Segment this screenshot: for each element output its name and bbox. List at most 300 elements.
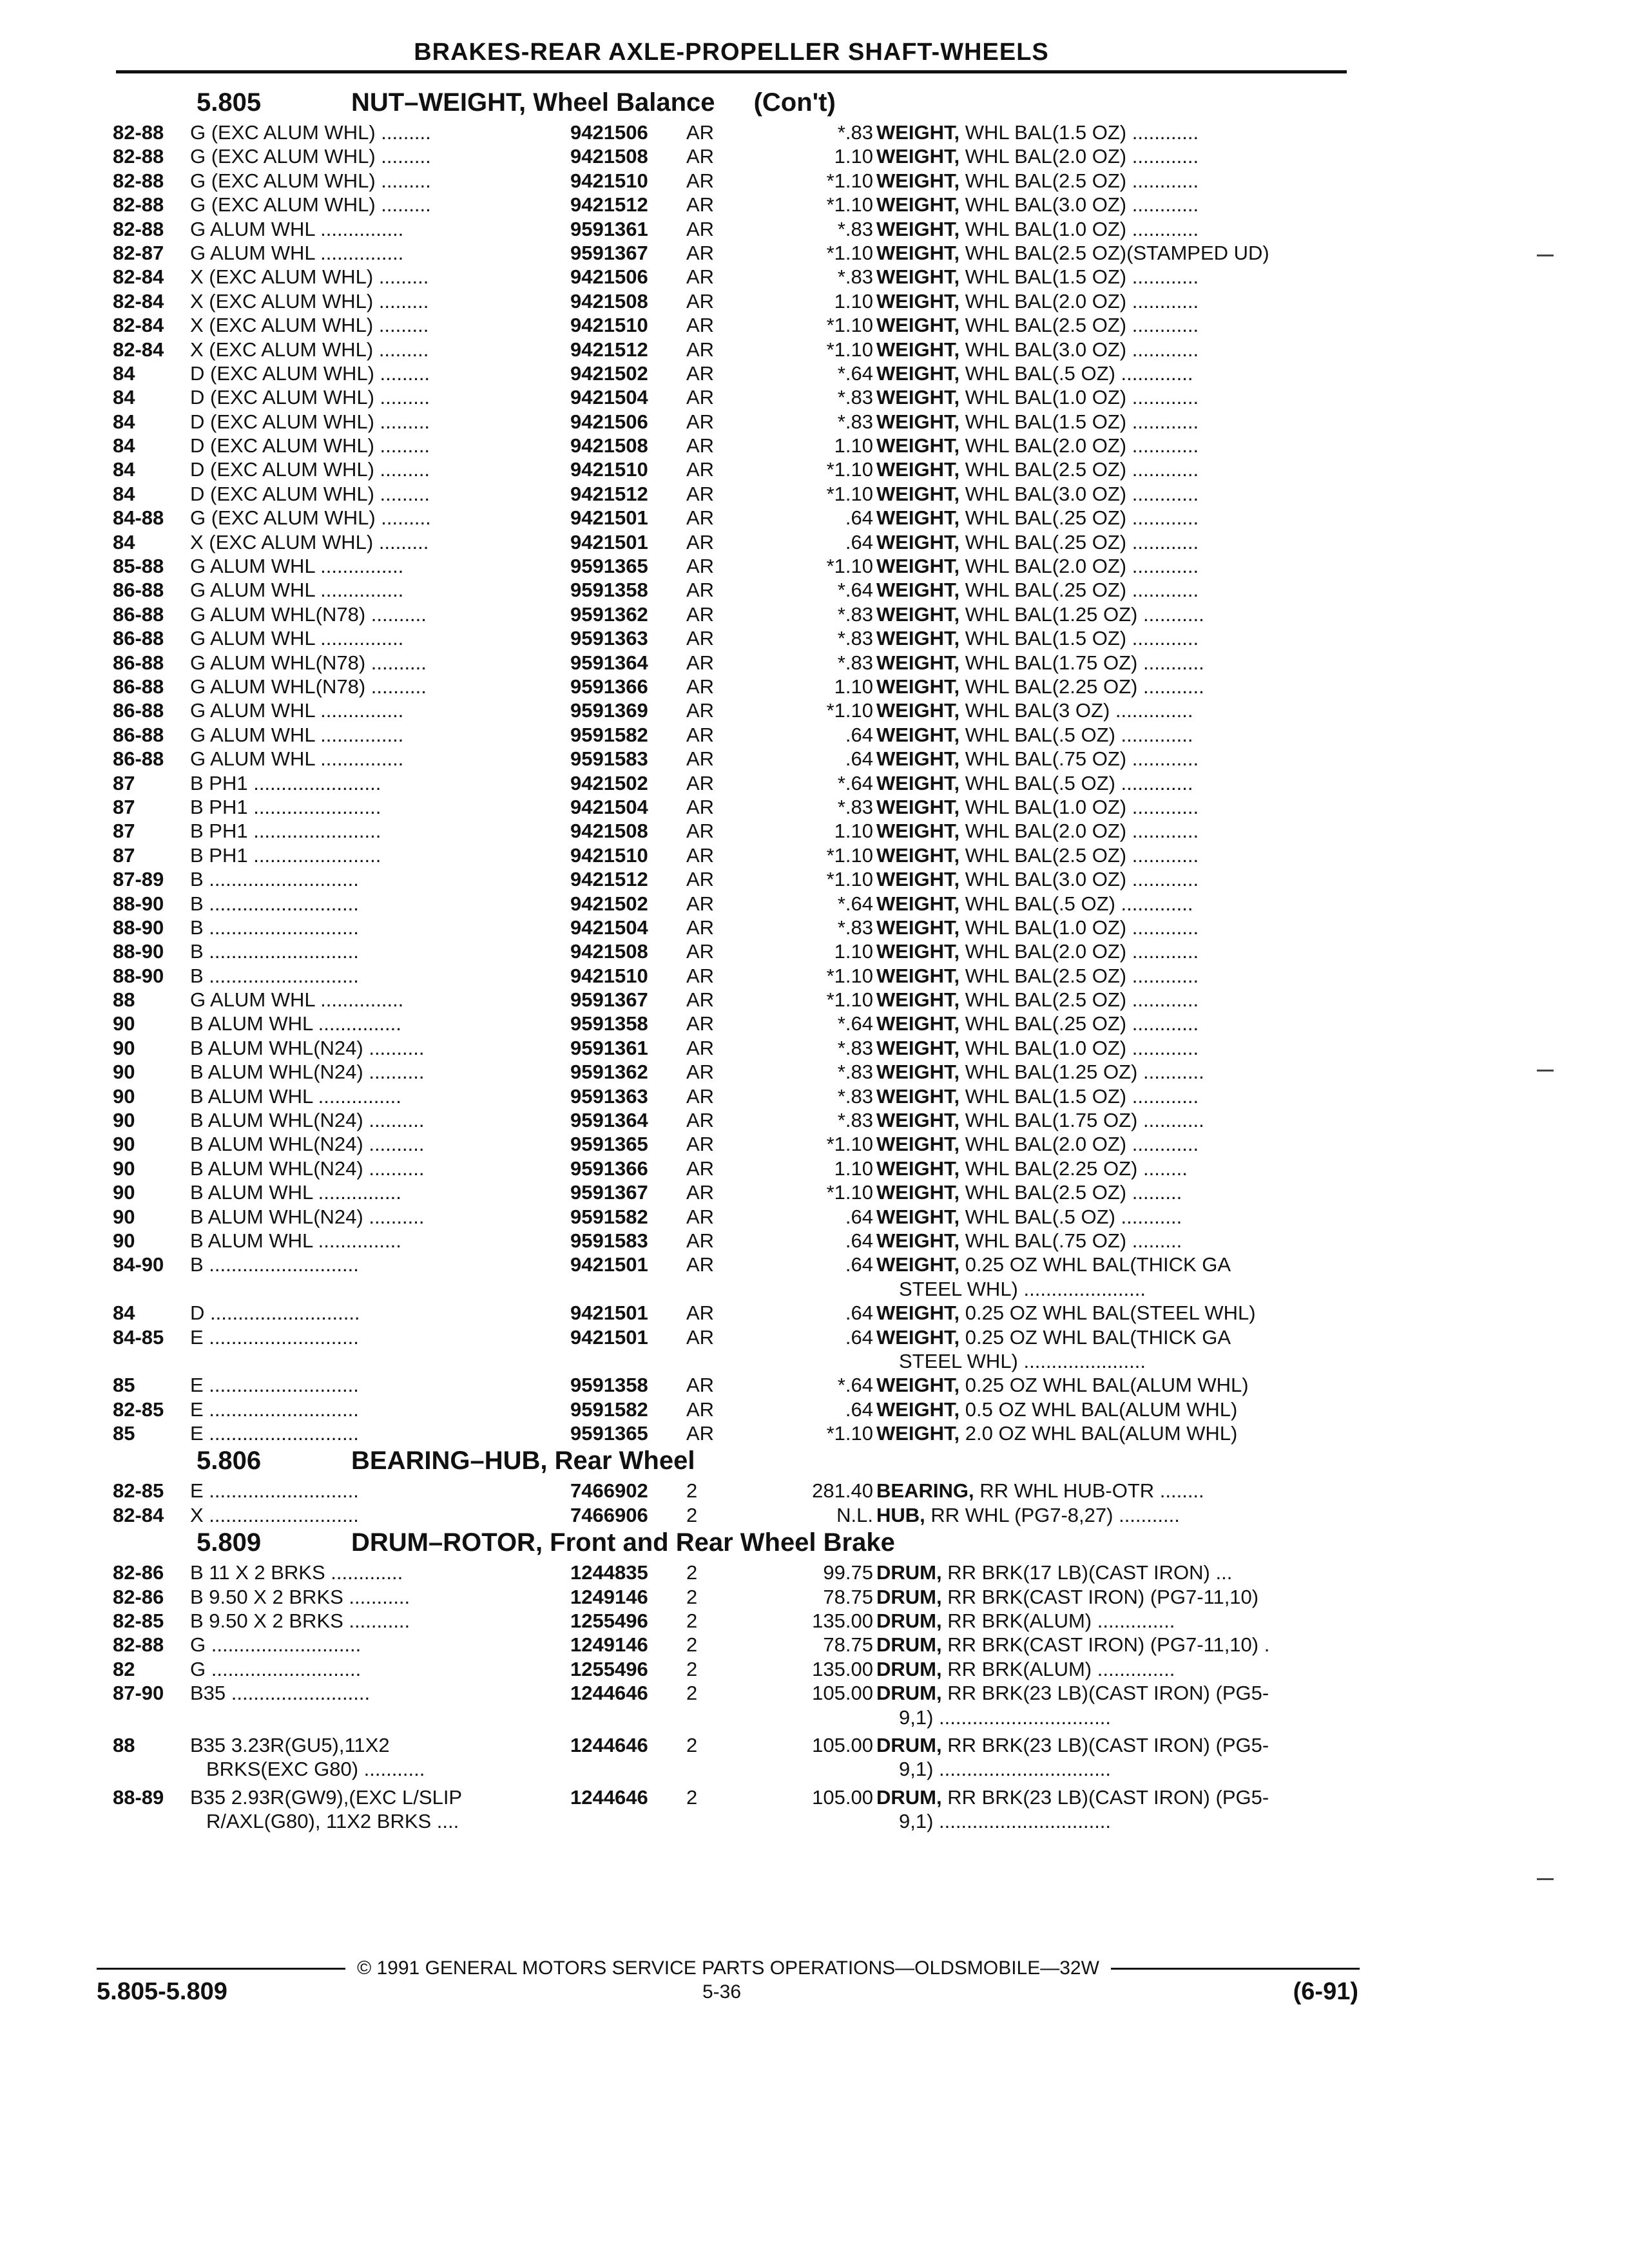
table-row xyxy=(113,385,1347,409)
part-description-text: WHL BAL(.5 OZ) ............. xyxy=(959,361,1193,385)
part-number: 9421510 xyxy=(570,458,648,481)
part-description-text: WHL BAL(.75 OZ) ............ xyxy=(959,747,1199,771)
quantity: 2 xyxy=(686,1585,698,1608)
quantity: AR xyxy=(686,820,715,843)
part-term: WEIGHT, xyxy=(876,361,960,385)
price: *1.10 xyxy=(826,169,873,192)
part-term: WEIGHT, xyxy=(876,843,960,867)
part-description xyxy=(876,554,1353,578)
model-year: 82-84 xyxy=(113,1503,164,1526)
quantity: AR xyxy=(686,1109,715,1132)
table-row xyxy=(113,1657,1347,1681)
model-year: 86-88 xyxy=(113,747,164,771)
part-description xyxy=(876,1012,1353,1035)
model-year: 84 xyxy=(113,1302,135,1325)
table-row xyxy=(113,795,1347,819)
application: B ........................... xyxy=(190,916,359,939)
part-description xyxy=(876,241,1353,265)
part-description xyxy=(876,1479,1353,1503)
model-year: 85 xyxy=(113,1374,135,1397)
part-description xyxy=(876,482,1353,506)
application: G ........................... xyxy=(190,1657,361,1680)
part-number: 1255496 xyxy=(570,1657,648,1680)
part-number: 9591365 xyxy=(570,1422,648,1445)
part-number: 9421504 xyxy=(570,795,648,818)
application: G (EXC ALUM WHL) ......... xyxy=(190,121,431,144)
part-description-text: WHL BAL(.5 OZ) ............. xyxy=(959,892,1193,915)
part-term: WEIGHT, xyxy=(876,265,960,289)
price: *.64 xyxy=(837,361,873,385)
price: *.83 xyxy=(837,386,873,409)
part-number: 7466902 xyxy=(570,1479,648,1503)
section-title-text: NUT–WEIGHT, Wheel Balance xyxy=(351,88,715,117)
price: 135.00 xyxy=(812,1657,873,1680)
part-description xyxy=(876,169,1353,193)
application: B ALUM WHL ............... xyxy=(190,1012,401,1035)
table-row xyxy=(113,265,1347,289)
part-term: WEIGHT, xyxy=(876,1181,960,1204)
application: X (EXC ALUM WHL) ......... xyxy=(190,265,429,289)
application: B ALUM WHL(N24) .......... xyxy=(190,1061,425,1084)
part-description xyxy=(876,1733,1353,1757)
application: B ........................... xyxy=(190,868,359,891)
part-number: 9421508 xyxy=(570,434,648,457)
price: *.83 xyxy=(837,410,873,433)
application: E ........................... xyxy=(190,1398,359,1421)
quantity: AR xyxy=(686,193,715,216)
part-description-text: WHL BAL(2.0 OZ) ............ xyxy=(959,555,1199,578)
price: *.64 xyxy=(837,1012,873,1035)
application: B ALUM WHL(N24) .......... xyxy=(190,1109,425,1132)
part-description xyxy=(876,723,1353,747)
part-description xyxy=(876,1157,1353,1180)
part-description xyxy=(876,1301,1353,1325)
price: 105.00 xyxy=(812,1682,873,1705)
part-term: WEIGHT, xyxy=(876,530,960,553)
part-description xyxy=(876,1585,1353,1609)
table-row xyxy=(113,747,1347,771)
part-term: WEIGHT, xyxy=(876,482,960,505)
application: B PH1 ....................... xyxy=(190,795,381,818)
model-year: 87-89 xyxy=(113,868,164,891)
model-year: 82-84 xyxy=(113,314,164,337)
model-year: 90 xyxy=(113,1084,135,1108)
part-term: WEIGHT, xyxy=(876,1205,960,1228)
price: *1.10 xyxy=(826,193,873,216)
part-term: WEIGHT, xyxy=(876,314,960,337)
section-title-text: DRUM–ROTOR, Front and Rear Wheel Brake xyxy=(351,1528,895,1557)
part-description xyxy=(876,144,1353,168)
part-term: DRUM, xyxy=(876,1682,942,1705)
application: D (EXC ALUM WHL) ......... xyxy=(190,434,430,457)
table-row xyxy=(113,892,1347,916)
part-description-text: WHL BAL(1.5 OZ) ............ xyxy=(959,410,1199,433)
part-description xyxy=(876,120,1353,144)
table-row xyxy=(113,988,1347,1012)
part-number: 9421502 xyxy=(570,771,648,794)
table-row xyxy=(113,1785,1347,1809)
table-row xyxy=(113,1325,1347,1349)
application: B ALUM WHL(N24) .......... xyxy=(190,1157,425,1180)
quantity: AR xyxy=(686,361,715,385)
part-number: 1244835 xyxy=(570,1561,648,1584)
part-number: 9591366 xyxy=(570,1157,648,1180)
application: G (EXC ALUM WHL) ......... xyxy=(190,145,431,168)
quantity: AR xyxy=(686,1157,715,1180)
part-description xyxy=(876,289,1353,313)
model-year: 87 xyxy=(113,771,135,794)
part-term: WEIGHT, xyxy=(876,121,960,144)
part-number: 9591583 xyxy=(570,747,648,771)
part-description-text: RR BRK(17 LB)(CAST IRON) ... xyxy=(941,1561,1233,1584)
part-number: 9591582 xyxy=(570,1398,648,1421)
part-description xyxy=(876,1503,1353,1527)
part-description-text: RR BRK(23 LB)(CAST IRON) (PG5- xyxy=(941,1682,1269,1705)
part-description-text: WHL BAL(2.5 OZ) ............ xyxy=(959,314,1199,337)
part-description xyxy=(876,385,1353,409)
part-term: WEIGHT, xyxy=(876,1325,960,1349)
part-description-text: WHL BAL(3.0 OZ) ............ xyxy=(959,868,1199,891)
part-description-text: WHL BAL(1.25 OZ) ........... xyxy=(959,1061,1204,1084)
part-term: WEIGHT, xyxy=(876,988,960,1012)
part-description-text: WHL BAL(1.5 OZ) ............ xyxy=(959,1084,1199,1108)
part-number: 9421512 xyxy=(570,482,648,505)
model-year: 88-90 xyxy=(113,916,164,939)
part-description-text: WHL BAL(2.0 OZ) ............ xyxy=(959,289,1199,312)
application: G ALUM WHL(N78) .......... xyxy=(190,675,427,698)
model-year: 82-88 xyxy=(113,169,164,192)
section-heading xyxy=(113,1445,1347,1479)
model-year: 88-90 xyxy=(113,940,164,963)
part-number: 9591363 xyxy=(570,627,648,650)
part-description xyxy=(876,698,1353,722)
model-year: 84 xyxy=(113,434,135,457)
section-continued: (Con't) xyxy=(753,88,836,117)
part-description-text: WHL BAL(2.0 OZ) ............ xyxy=(959,940,1199,963)
model-year: 86-88 xyxy=(113,723,164,746)
part-description-text: WHL BAL(.25 OZ) ............ xyxy=(959,506,1199,530)
part-description-text: WHL BAL(3 OZ) .............. xyxy=(959,699,1193,722)
part-term: DRUM, xyxy=(876,1561,942,1584)
model-year: 82-87 xyxy=(113,241,164,264)
part-number: 9421504 xyxy=(570,916,648,939)
application: B ALUM WHL ............... xyxy=(190,1084,401,1108)
part-number: 1244646 xyxy=(570,1682,648,1705)
quantity: AR xyxy=(686,1374,715,1397)
table-row xyxy=(113,1157,1347,1180)
table-row xyxy=(113,457,1347,481)
part-term: WEIGHT, xyxy=(876,1012,960,1035)
section-heading xyxy=(113,1527,1347,1561)
part-term: WEIGHT, xyxy=(876,241,960,264)
part-description xyxy=(876,1633,1353,1657)
table-row xyxy=(113,241,1347,265)
part-number: 9591365 xyxy=(570,1133,648,1156)
quantity: AR xyxy=(686,651,715,674)
part-term: WEIGHT, xyxy=(876,602,960,626)
part-description-continued: STEEL WHL) ...................... xyxy=(899,1349,1146,1372)
part-description-text: WHL BAL(2.5 OZ) ......... xyxy=(959,1181,1182,1204)
part-description-continued: 9,1) ............................... xyxy=(899,1706,1112,1729)
price: *1.10 xyxy=(826,338,873,361)
price: .64 xyxy=(845,530,873,553)
price: *.83 xyxy=(837,265,873,289)
part-description xyxy=(876,530,1353,554)
part-description xyxy=(876,916,1353,939)
price: *.83 xyxy=(837,121,873,144)
part-number: 9421501 xyxy=(570,506,648,530)
quantity: AR xyxy=(686,169,715,192)
part-term: WEIGHT, xyxy=(876,675,960,698)
model-year: 82-85 xyxy=(113,1479,164,1503)
quantity: AR xyxy=(686,458,715,481)
price: 1.10 xyxy=(834,820,873,843)
table-row xyxy=(113,626,1347,650)
part-description-text: RR BRK(ALUM) .............. xyxy=(941,1657,1175,1680)
quantity: AR xyxy=(686,964,715,987)
price: *1.10 xyxy=(826,699,873,722)
table-row xyxy=(113,1132,1347,1156)
quantity: AR xyxy=(686,386,715,409)
table-row xyxy=(113,1108,1347,1132)
quantity: AR xyxy=(686,602,715,626)
part-term: WEIGHT, xyxy=(876,820,960,843)
price: N.L. xyxy=(836,1503,873,1526)
application: B35 3.23R(GU5),11X2 xyxy=(190,1734,390,1756)
application: B ALUM WHL(N24) .......... xyxy=(190,1205,425,1228)
part-description-continued: 9,1) ............................... xyxy=(899,1810,1112,1833)
quantity: AR xyxy=(686,1422,715,1445)
part-description xyxy=(876,1561,1353,1584)
quantity: 2 xyxy=(686,1633,698,1657)
part-number: 7466906 xyxy=(570,1503,648,1526)
part-description-text: WHL BAL(.75 OZ) ......... xyxy=(959,1229,1182,1252)
part-term: WEIGHT, xyxy=(876,555,960,578)
price: *1.10 xyxy=(826,555,873,578)
quantity: AR xyxy=(686,675,715,698)
model-year: 90 xyxy=(113,1012,135,1035)
part-term: WEIGHT, xyxy=(876,627,960,650)
model-year: 86-88 xyxy=(113,579,164,602)
section-title xyxy=(351,1446,695,1475)
application: X (EXC ALUM WHL) ......... xyxy=(190,314,429,337)
application: B35 2.93R(GW9),(EXC L/SLIP xyxy=(190,1785,463,1809)
quantity: AR xyxy=(686,434,715,457)
part-description xyxy=(876,1398,1353,1421)
quantity: AR xyxy=(686,1302,715,1325)
part-term: WEIGHT, xyxy=(876,940,960,963)
section-title xyxy=(351,1528,895,1557)
model-year: 84-90 xyxy=(113,1253,164,1276)
part-description-text: WHL BAL(3.0 OZ) ............ xyxy=(959,338,1199,361)
price: 105.00 xyxy=(812,1734,873,1756)
price: 1.10 xyxy=(834,940,873,963)
part-number: 9421501 xyxy=(570,1302,648,1325)
part-description xyxy=(876,795,1353,819)
part-number: 9421508 xyxy=(570,145,648,168)
part-description-text: WHL BAL(2.25 OZ) ........ xyxy=(959,1157,1188,1180)
quantity: AR xyxy=(686,145,715,168)
price: *.83 xyxy=(837,217,873,240)
application: G ALUM WHL ............... xyxy=(190,988,404,1012)
model-year: 84-88 xyxy=(113,506,164,530)
table-row xyxy=(113,843,1347,867)
table-row xyxy=(113,530,1347,554)
table-row-continued xyxy=(113,1757,1347,1781)
section-number: 5.806 xyxy=(197,1446,262,1475)
application: G ALUM WHL(N78) .......... xyxy=(190,602,427,626)
model-year: 86-88 xyxy=(113,675,164,698)
part-term: WEIGHT, xyxy=(876,193,960,216)
part-description xyxy=(876,1036,1353,1060)
part-number: 9591367 xyxy=(570,241,648,264)
table-row xyxy=(113,1421,1347,1445)
application: D (EXC ALUM WHL) ......... xyxy=(190,410,430,433)
part-description-text: WHL BAL(2.5 OZ) ............ xyxy=(959,843,1199,867)
table-row xyxy=(113,1681,1347,1705)
quantity: AR xyxy=(686,289,715,312)
part-description-text: WHL BAL(2.0 OZ) ............ xyxy=(959,1133,1199,1156)
part-number: 9421508 xyxy=(570,289,648,312)
part-term: WEIGHT, xyxy=(876,1061,960,1084)
part-description-text: WHL BAL(1.5 OZ) ............ xyxy=(959,265,1199,289)
application-continued: BRKS(EXC G80) ........... xyxy=(206,1758,425,1781)
quantity: AR xyxy=(686,314,715,337)
section-number: 5.805 xyxy=(197,88,262,117)
table-row xyxy=(113,916,1347,939)
part-term: WEIGHT, xyxy=(876,651,960,674)
part-number: 9421512 xyxy=(570,338,648,361)
part-term: WEIGHT, xyxy=(876,1398,960,1421)
table-row xyxy=(113,819,1347,843)
footer-page-number: 5-36 xyxy=(702,1981,742,2003)
table-row xyxy=(113,338,1347,361)
footer-section-range: 5.805-5.809 xyxy=(97,1978,227,2005)
price: 281.40 xyxy=(812,1479,873,1503)
footer-copyright: © 1991 GENERAL MOTORS SERVICE PARTS OPERATIONS—OLDSMOBILE—32W xyxy=(357,1957,1099,1979)
part-description xyxy=(876,1205,1353,1229)
parts-catalog-listing xyxy=(113,87,1347,1838)
part-description-text: 0.25 OZ WHL BAL(THICK GA xyxy=(959,1325,1231,1349)
part-description xyxy=(876,410,1353,434)
part-description xyxy=(876,892,1353,916)
application: G (EXC ALUM WHL) ......... xyxy=(190,193,431,216)
application: B ........................... xyxy=(190,1253,359,1276)
table-row xyxy=(113,1229,1347,1253)
quantity: AR xyxy=(686,795,715,818)
price: *.64 xyxy=(837,1374,873,1397)
part-number: 9421506 xyxy=(570,410,648,433)
price: 1.10 xyxy=(834,289,873,312)
model-year: 82-84 xyxy=(113,338,164,361)
part-number: 9591358 xyxy=(570,1012,648,1035)
part-description xyxy=(876,819,1353,843)
quantity: 2 xyxy=(686,1682,698,1705)
model-year: 90 xyxy=(113,1157,135,1180)
application: B35 ......................... xyxy=(190,1682,371,1705)
part-description-text: WHL BAL(2.0 OZ) ............ xyxy=(959,820,1199,843)
part-number: 9421508 xyxy=(570,940,648,963)
quantity: AR xyxy=(686,530,715,553)
part-description-text: WHL BAL(3.0 OZ) ............ xyxy=(959,193,1199,216)
table-row xyxy=(113,1561,1347,1584)
part-number: 9421512 xyxy=(570,868,648,891)
part-description-text: WHL BAL(2.5 OZ) ............ xyxy=(959,988,1199,1012)
price: 78.75 xyxy=(823,1633,873,1657)
part-description-text: RR WHL (PG7-8,27) ........... xyxy=(925,1503,1180,1526)
model-year: 82-88 xyxy=(113,193,164,216)
quantity: AR xyxy=(686,1036,715,1059)
table-row xyxy=(113,410,1347,434)
application: B PH1 ....................... xyxy=(190,771,381,794)
part-term: WEIGHT, xyxy=(876,1133,960,1156)
application: B ........................... xyxy=(190,892,359,915)
part-number: 9591361 xyxy=(570,1036,648,1059)
part-number: 9421501 xyxy=(570,1253,648,1276)
part-term: WEIGHT, xyxy=(876,410,960,433)
table-row-continued xyxy=(113,1277,1347,1301)
price: *1.10 xyxy=(826,1133,873,1156)
table-row xyxy=(113,1398,1347,1421)
part-description-text: WHL BAL(1.5 OZ) ............ xyxy=(959,121,1199,144)
model-year: 85 xyxy=(113,1422,135,1445)
part-description xyxy=(876,434,1353,457)
table-row xyxy=(113,554,1347,578)
footer-copyright-line xyxy=(97,1957,1360,1979)
model-year: 82-84 xyxy=(113,289,164,312)
table-row xyxy=(113,1180,1347,1204)
price: *.83 xyxy=(837,1061,873,1084)
quantity: AR xyxy=(686,121,715,144)
part-description-text: WHL BAL(.25 OZ) ............ xyxy=(959,530,1199,553)
part-number: 9591582 xyxy=(570,1205,648,1228)
quantity: 2 xyxy=(686,1503,698,1526)
model-year: 90 xyxy=(113,1229,135,1252)
model-year: 84 xyxy=(113,530,135,553)
price: 78.75 xyxy=(823,1585,873,1608)
part-description-text: 2.0 OZ WHL BAL(ALUM WHL) xyxy=(959,1422,1238,1445)
application: E ........................... xyxy=(190,1325,359,1349)
part-description-text: WHL BAL(2.25 OZ) ........... xyxy=(959,675,1204,698)
footer-rule-left xyxy=(97,1968,345,1970)
model-year: 87 xyxy=(113,820,135,843)
footer-rule-right xyxy=(1111,1968,1360,1970)
part-description xyxy=(876,602,1353,626)
quantity: AR xyxy=(686,1325,715,1349)
price: *.83 xyxy=(837,651,873,674)
application: B 9.50 X 2 BRKS ........... xyxy=(190,1610,410,1633)
price: *.83 xyxy=(837,1036,873,1059)
part-number: 9591367 xyxy=(570,1181,648,1204)
part-description-text: WHL BAL(.5 OZ) ............. xyxy=(959,771,1193,794)
application: G ALUM WHL ............... xyxy=(190,723,404,746)
application: B 11 X 2 BRKS ............. xyxy=(190,1561,403,1584)
part-term: DRUM, xyxy=(876,1734,942,1756)
part-number: 9591362 xyxy=(570,1061,648,1084)
model-year: 88 xyxy=(113,988,135,1012)
part-term: DRUM, xyxy=(876,1657,942,1680)
application: G ALUM WHL ............... xyxy=(190,241,404,264)
part-number: 9421501 xyxy=(570,1325,648,1349)
part-number: 9591363 xyxy=(570,1084,648,1108)
application-continued: R/AXL(G80), 11X2 BRKS .... xyxy=(206,1810,459,1833)
part-description-text: 0.25 OZ WHL BAL(ALUM WHL) xyxy=(959,1374,1249,1397)
quantity: AR xyxy=(686,1229,715,1252)
part-description xyxy=(876,1609,1353,1633)
part-number: 9591361 xyxy=(570,217,648,240)
price: *1.10 xyxy=(826,868,873,891)
part-description-text: WHL BAL(.5 OZ) ............. xyxy=(959,723,1193,746)
